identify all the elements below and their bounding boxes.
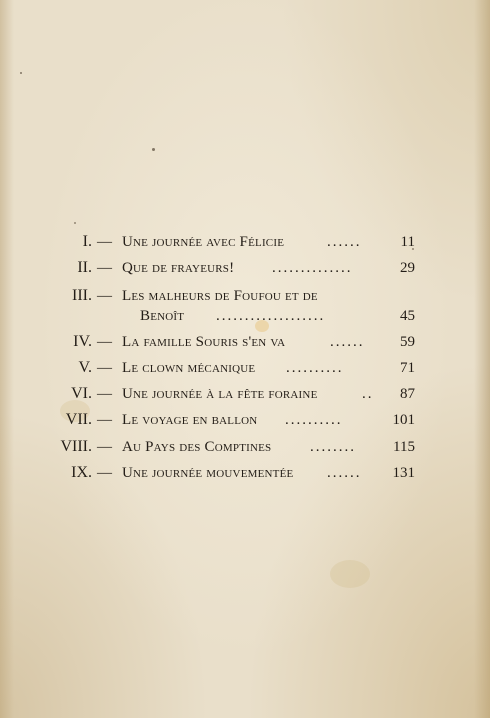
- page-number: 71: [400, 360, 415, 376]
- chapter-title: Que de frayeurs!: [122, 260, 235, 276]
- dot-leader: ..........: [285, 412, 343, 428]
- toc-entry-9: [0, 462, 490, 484]
- chapter-title: Au Pays des Comptines: [122, 439, 272, 455]
- dot-leader: ........: [310, 439, 356, 455]
- chapter-title: Le clown mécanique: [122, 360, 256, 376]
- dot-leader: ..............: [272, 260, 353, 276]
- chapter-dash: —: [97, 260, 112, 276]
- page-number: 29: [400, 260, 415, 276]
- chapter-dash: —: [97, 439, 112, 455]
- dot-leader: ..: [362, 386, 374, 402]
- page-number: 115: [393, 439, 415, 455]
- toc-entry-4: [0, 331, 490, 353]
- chapter-numeral: IV.: [73, 333, 92, 350]
- toc-entry-8: [0, 436, 490, 458]
- paper-speck: [152, 148, 155, 151]
- toc-entry-6: [0, 383, 490, 405]
- dot-leader: ......: [327, 234, 362, 250]
- chapter-title: Une journée mouvementée: [122, 465, 294, 481]
- toc-entry-1: [0, 231, 490, 253]
- chapter-title: Une journée avec Félicie: [122, 234, 285, 250]
- chapter-numeral: IX.: [71, 464, 92, 481]
- chapter-numeral: V.: [78, 359, 92, 376]
- dot-leader: ......: [330, 334, 365, 350]
- chapter-dash: —: [97, 334, 112, 350]
- page-number: 59: [400, 334, 415, 350]
- dot-leader: ......: [327, 465, 362, 481]
- chapter-numeral: VI.: [71, 385, 92, 402]
- chapter-title: Une journée à la fête foraine: [122, 386, 318, 402]
- chapter-title: Les malheurs de Foufou et de: [122, 288, 318, 304]
- dot-leader: ...................: [216, 308, 326, 324]
- chapter-dash: —: [97, 412, 112, 428]
- chapter-numeral: I.: [82, 233, 92, 250]
- toc-entry-3-continued: [0, 305, 490, 327]
- chapter-numeral: VIII.: [60, 438, 92, 455]
- chapter-dash: —: [97, 465, 112, 481]
- page-number: 11: [400, 234, 415, 250]
- toc-entry-7: [0, 409, 490, 431]
- chapter-dash: —: [97, 386, 112, 402]
- paper-stain: [330, 560, 370, 588]
- toc-entry-2: [0, 257, 490, 279]
- chapter-title: Le voyage en ballon: [122, 412, 258, 428]
- page-number: 101: [392, 412, 415, 428]
- toc-entry-5: [0, 357, 490, 379]
- dot-leader: ..........: [286, 360, 344, 376]
- chapter-title-continued: Benoît: [140, 308, 185, 324]
- page-number: 131: [392, 465, 415, 481]
- toc-entry-3: [0, 285, 490, 307]
- chapter-numeral: VII.: [65, 411, 92, 428]
- paper-speck: [20, 72, 22, 74]
- chapter-numeral: III.: [72, 287, 92, 304]
- page-number: 87: [400, 386, 415, 402]
- paper-speck: [74, 222, 76, 224]
- chapter-dash: —: [97, 234, 112, 250]
- chapter-dash: —: [97, 288, 112, 304]
- chapter-title: La famille Souris s'en va: [122, 334, 286, 350]
- page-number: 45: [400, 308, 415, 324]
- chapter-numeral: II.: [77, 259, 92, 276]
- chapter-dash: —: [97, 360, 112, 376]
